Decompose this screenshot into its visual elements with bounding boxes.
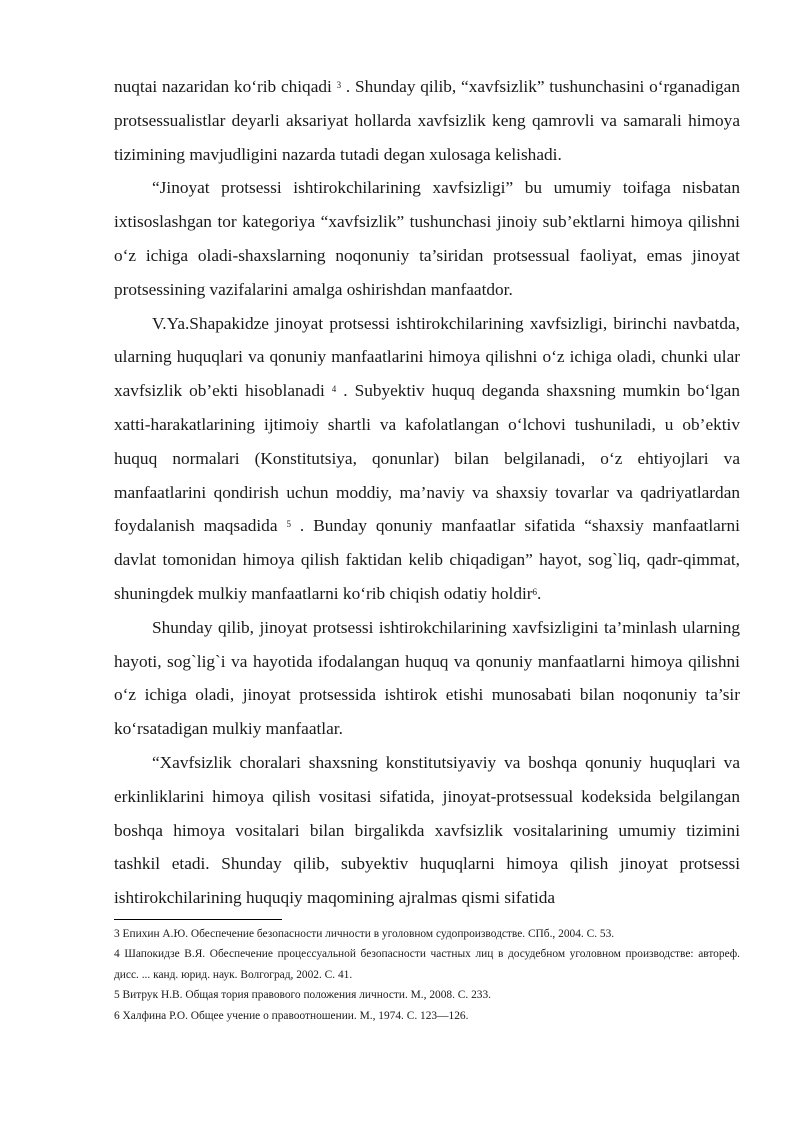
paragraph-p4	[114, 611, 740, 746]
paragraph-p1	[114, 70, 740, 171]
paragraph-text: . Shunday qilib, “xavfsizlik” tushunchasini o‘rganadigan protsessualistlar deyarli aksariyat hollarda xavfsizlik keng qamrovli va samarali himoya tizimining mavjudligini nazarda tutadi degan xulosaga kelishadi.	[114, 77, 740, 164]
paragraph-text: V.Ya.Shapakidze jinoyat protsessi ishtirokchilarining xavfsizligi, birinchi navbatda, ularning huquqlari va qonuniy manfaatlarini himoya qilishni o‘z ichiga oladi, chunki ular xavfsizlik ob’ekti hisoblanadi	[114, 313, 740, 401]
footnote-ref[interactable]: 6	[532, 586, 538, 597]
paragraph-text: . Bunday qonuniy manfaatlar sifatida “shaxsiy manfaatlarni davlat tomonidan himoya qilish faktidan kelib chiqadigan” hayot, sog`liq, qadr-qimmat, shuningdek mulkiy manfaatlarni ko‘rib chiqish odatiy holdir	[114, 516, 740, 603]
footnote-item: 4 Шапокидзе В.Я. Обеспечение процессуальной безопасности частных лиц в досудебном уголовном производстве: автореф. дисс. ... канд. юрид. наук. Волгоград, 2002. С. 41.	[114, 948, 740, 981]
footnote-ref[interactable]: 4	[331, 384, 337, 395]
paragraph-text: . Subyektiv huquq deganda shaxsning mumkin bo‘lgan xatti-harakatlarining ijtimoiy shartli va kafolatlangan o‘lchovi tushuniladi, u ob’ektiv huquq normalari (Konstitutsiya, qonunlar) bilan belgilanadi, o‘z ehtiyojlari va manfaatlarini qondirish uchun moddiy, ma’naviy va shaxsiy tovarlar va qadriyatlardan foydalanish maqsadida	[114, 381, 740, 536]
paragraph-p5	[114, 746, 740, 915]
footnotes	[114, 924, 740, 1027]
footnote-ref[interactable]: 5	[286, 519, 291, 530]
footnote-item: 6 Халфина Р.О. Общее учение о правоотношении. М., 1974. С. 123—126.	[114, 1009, 469, 1022]
footnote-item: 3 Епихин А.Ю. Обеспечение безопасности личности в уголовном судопроизводстве. СПб., 2004. С. 53.	[114, 927, 615, 940]
footnote-separator	[114, 919, 282, 920]
footnote-item: 5 Витрук Н.В. Общая тория правового положения личности. М., 2008. С. 233.	[114, 989, 492, 1002]
paragraph-text: .	[537, 583, 542, 603]
paragraph-p3	[114, 307, 740, 611]
body-text	[114, 70, 740, 915]
paragraph-text: nuqtai nazaridan ko‘rib chiqadi	[114, 77, 337, 96]
footnote-ref[interactable]: 3	[336, 80, 342, 90]
paragraph-text: Shunday qilib, jinoyat protsessi ishtirokchilarining xavfsizligini ta’minlash ularning hayoti, sog`lig`i va hayotida ifodalangan huquq va qonuniy manfaatlarni himoya qilishni o‘z ichiga oladi, jinoyat protsessida ishtirok etishi munosabati bilan noqonuniy ta’sir ko‘rsatadigan mulkiy manfaatlar.	[114, 617, 740, 739]
paragraph-p2	[114, 171, 740, 306]
paragraph-text: “Xavfsizlik choralari shaxsning konstitutsiyaviy va boshqa qonuniy huquqlari va erkinliklarini himoya qilish vositasi sifatida, jinoyat-protsessual kodeksida belgilangan boshqa himoya vositalari bilan birgalikda xavfsizlik vositalarining umumiy tizimini tashkil etadi. Shunday qilib, subyektiv huquqlarni himoya qilish jinoyat protsessi ishtirokchilarining huquqiy maqomining ajralmas qismi sifatida	[114, 752, 740, 908]
paragraph-text: “Jinoyat protsessi ishtirokchilarining xavfsizligi” bu umumiy toifaga nisbatan ixtisoslashgan tor kategoriya “xavfsizlik” tushunchasi jinoiy sub’ektlarni himoya qilishni o‘z ichiga oladi-shaxslarning noqonuniy ta’siridan protsessual faoliyat, emas jinoyat protsessining vazifalarini amalga oshirishdan manfaatdor.	[114, 178, 740, 299]
document-page	[114, 70, 740, 1026]
